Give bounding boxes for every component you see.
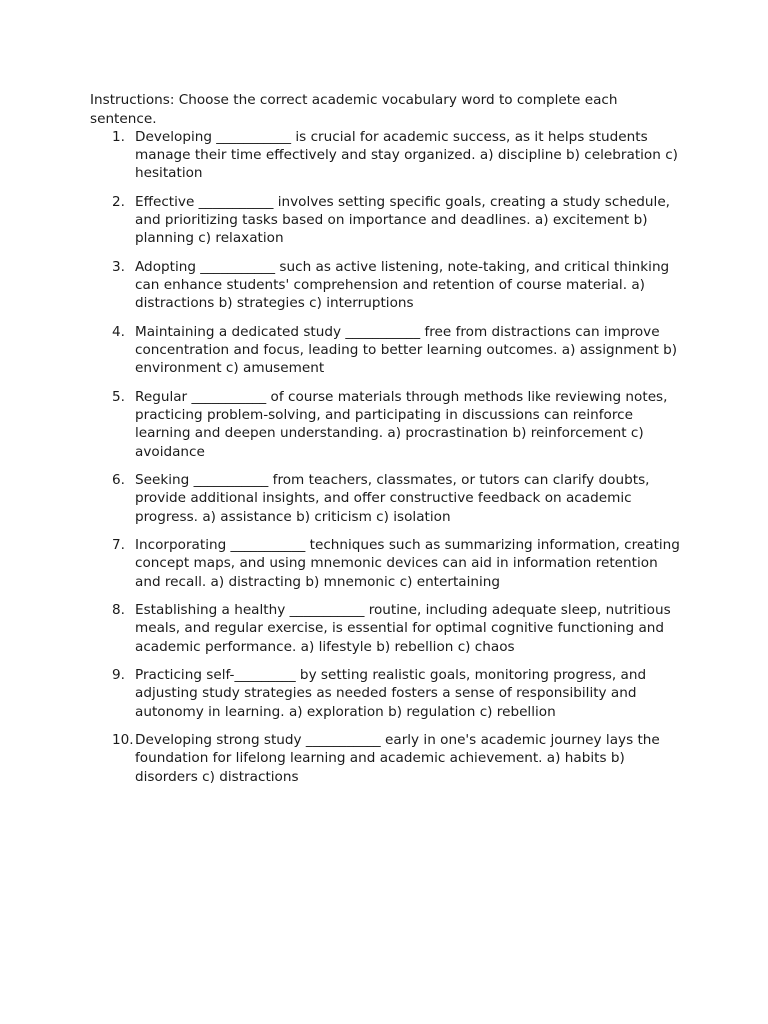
question-number: 8. (112, 602, 125, 619)
question-number: 6. (112, 472, 125, 489)
question-item (90, 666, 680, 721)
question-number: 2. (112, 194, 125, 210)
question-item (90, 601, 680, 656)
instructions-text: Instructions: Choose the correct academic vocabulary word to complete each sentence. (90, 92, 618, 127)
question-item (90, 388, 680, 461)
question-list (90, 128, 680, 786)
question-text: Developing ___________ is crucial for academic success, as it helps students manage their time effectively and stay organized. a) discipline b) celebration c) hesitation (135, 129, 678, 182)
question-text: Regular ___________ of course materials through methods like reviewing notes, practicing problem-solving, and participating in discussions can reinforce learning and deepen understanding. a) procrastination b) reinforcement c) avoidance (135, 389, 668, 460)
question-number: 9. (112, 667, 125, 684)
question-item (90, 128, 680, 183)
question-number: 3. (112, 259, 125, 275)
question-text: Practicing self-_________ by setting realistic goals, monitoring progress, and adjusting study strategies as needed fosters a sense of responsibility and autonomy in learning. a) exploration b) regulation c) rebellion (135, 667, 647, 720)
question-number: 1. (112, 129, 125, 145)
question-text: Establishing a healthy ___________ routine, including adequate sleep, nutritious meals, and regular exercise, is essential for optimal cognitive functioning and academic performance. a) lifestyle b) rebellion c) chaos (135, 602, 671, 655)
question-item (90, 323, 680, 378)
question-item (90, 258, 680, 313)
question-text: Adopting ___________ such as active listening, note-taking, and critical thinking can enhance students' comprehension and retention of course material. a) distractions b) strategies c) interruptions (135, 259, 670, 312)
question-number: 7. (112, 537, 125, 554)
question-item (90, 471, 680, 526)
question-text: Maintaining a dedicated study ___________ free from distractions can improve concentration and focus, leading to better learning outcomes. a) assignment b) environment c) amusement (135, 324, 678, 377)
question-number: 10. (112, 732, 134, 749)
question-text: Developing strong study ___________ early in one's academic journey lays the foundation for lifelong learning and academic achievement. a) habits b) disorders c) distractions (135, 732, 660, 785)
question-item (90, 536, 680, 591)
question-item (90, 193, 680, 248)
question-number: 4. (112, 324, 125, 340)
question-text: Incorporating ___________ techniques such as summarizing information, creating concept maps, and using mnemonic devices can aid in information retention and recall. a) distracting b) mnemonic c) entertaining (135, 537, 680, 590)
question-number: 5. (112, 389, 125, 405)
question-text: Seeking ___________ from teachers, classmates, or tutors can clarify doubts, provide additional insights, and offer constructive feedback on academic progress. a) assistance b) criticism c) isolation (135, 472, 650, 525)
question-text: Effective ___________ involves setting specific goals, creating a study schedule, and prioritizing tasks based on importance and deadlines. a) excitement b) planning c) relaxation (135, 194, 671, 247)
question-item (90, 731, 680, 786)
